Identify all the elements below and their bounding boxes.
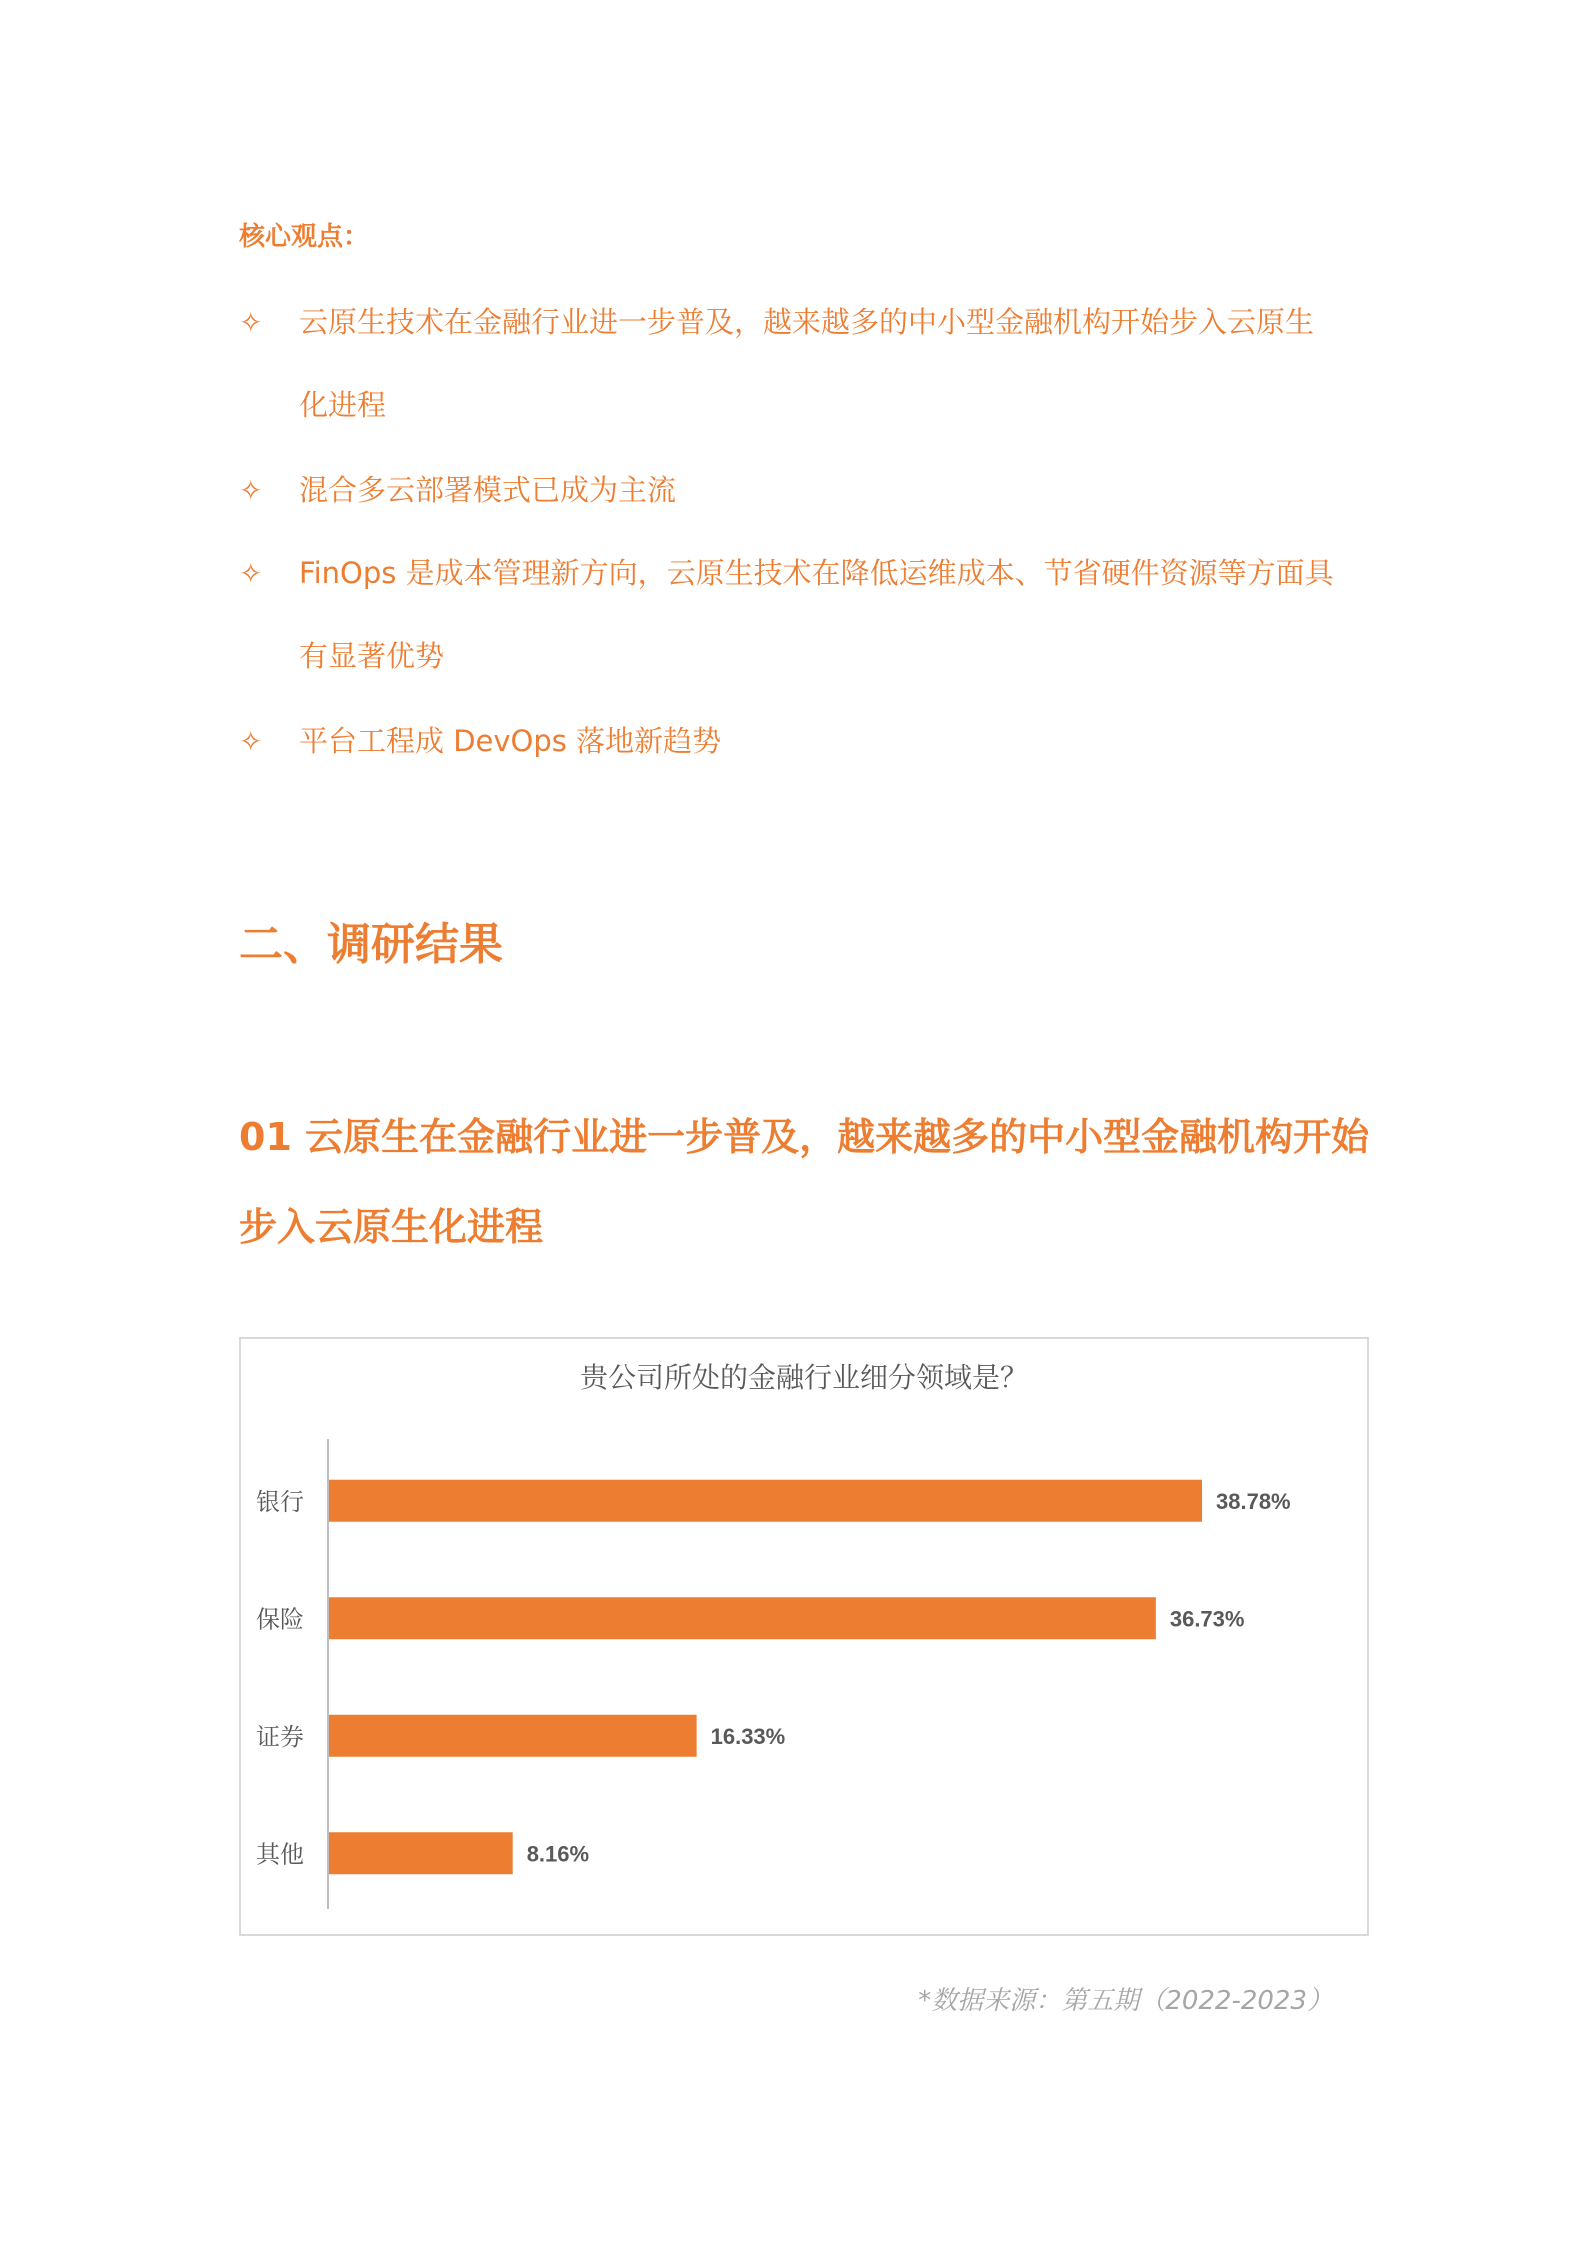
data-label: 38.78% <box>1216 1488 1291 1514</box>
chart-container <box>239 1337 1369 1936</box>
bullet-text-line: 混合多云部署模式已成为主流 <box>299 473 677 507</box>
bullet-text-line: 云原生技术在金融行业进一步普及，越来越多的中小型金融机构开始步入云原生 <box>299 305 1315 339</box>
finding-heading-line: 步入云原生化进程 <box>239 1205 544 1249</box>
bar-保险 <box>329 1597 1156 1639</box>
bullet-text-line: 有显著优势 <box>299 639 445 673</box>
category-label: 其他 <box>256 1840 304 1869</box>
bullet-text-line: FinOps 是成本管理新方向，云原生技术在降低运维成本、节省硬件资源等方面具 <box>299 556 1334 590</box>
bar-其他 <box>329 1832 513 1874</box>
bullet-text-line: 平台工程成 DevOps 落地新趋势 <box>299 724 722 758</box>
section-heading: 二、调研结果 <box>239 919 503 970</box>
data-label: 8.16% <box>526 1841 590 1867</box>
bar-证券 <box>329 1715 697 1757</box>
category-label: 证券 <box>256 1722 304 1751</box>
finding-heading-line: 01 云原生在金融行业进一步普及，越来越多的中小型金融机构开始 <box>239 1115 1370 1159</box>
sparkle-icon: ✧ <box>239 725 263 758</box>
bullet-text-line: 化进程 <box>299 388 387 422</box>
chart-title: 贵公司所处的金融行业细分领域是？ <box>579 1361 1029 1394</box>
category-label: 银行 <box>256 1487 304 1516</box>
data-label: 36.73% <box>1169 1606 1245 1632</box>
sparkle-icon: ✧ <box>239 474 263 507</box>
category-label: 保险 <box>256 1605 304 1634</box>
bar-银行 <box>329 1480 1202 1522</box>
bar-chart <box>241 1339 1367 1934</box>
sparkle-icon: ✧ <box>239 557 263 590</box>
data-label: 16.33% <box>710 1723 786 1749</box>
sparkle-icon: ✧ <box>239 306 263 339</box>
finding-heading <box>239 1092 1369 1272</box>
core-points-title: 核心观点： <box>239 222 370 252</box>
data-source-note: *数据来源：第五期（2022-2023） <box>918 1986 1333 2016</box>
